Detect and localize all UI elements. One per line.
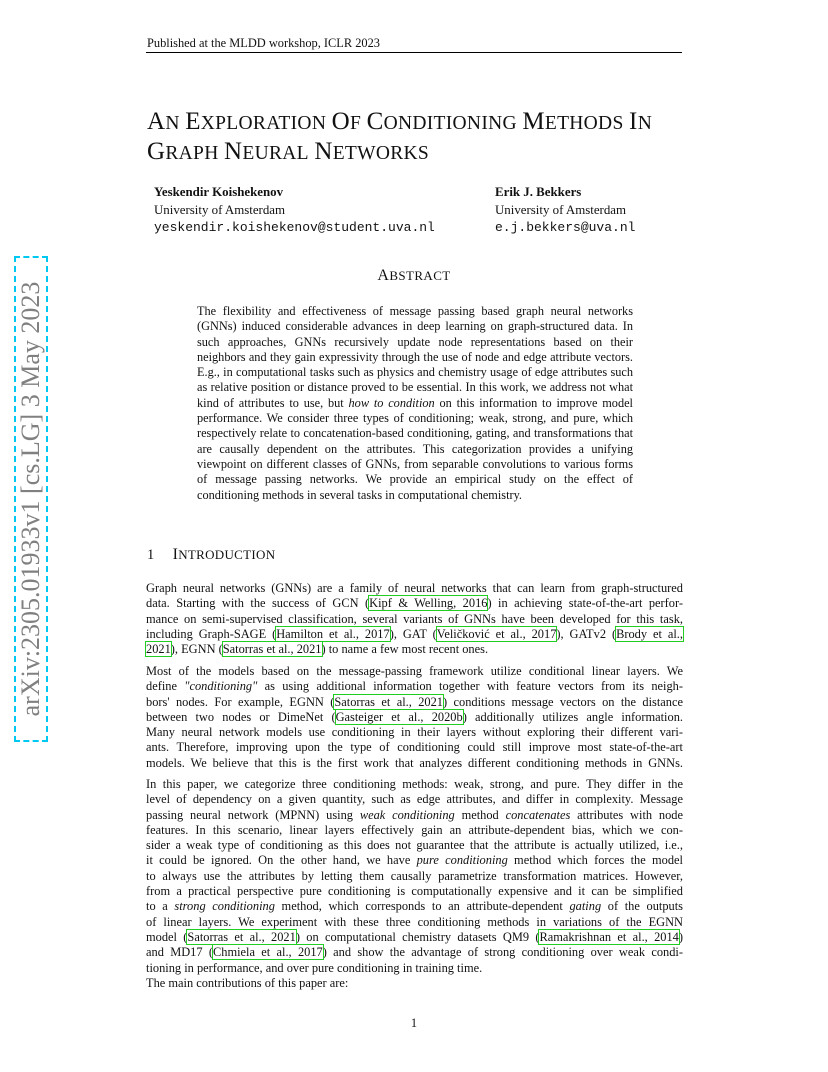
emphasis: strong conditioning [174,899,275,914]
text: passing neural network (MPNN) using [146,807,360,822]
citation-link[interactable]: Brody et al., [616,626,683,641]
text-line [146,945,683,960]
title-line-1: AN EXPLORATION OF CONDITIONING METHODS IN [147,108,653,135]
citation-link[interactable]: Ramakrishnan et al., 2014 [539,929,679,944]
author-email[interactable]: e.j.bekkers@uva.nl [495,220,636,235]
citation-link[interactable]: Satorras et al., 2021 [222,642,322,657]
author-block-2 [495,183,635,237]
emphasis: gating [569,899,602,914]
citation-link[interactable]: Hamilton et al., 2017 [276,626,390,641]
text: data. Starting with the success of GCN ( [146,596,370,611]
running-head: Published at the MLDD workshop, ICLR 2023 [147,36,381,50]
citation-link[interactable]: Chmiela et al., 2017 [212,945,323,960]
text-line [146,777,683,792]
text-line: The main contributions of this paper are: [146,976,349,990]
text: Many neural network models use conditioning in their layers without exploring their different vari- [146,725,683,740]
abstract-emphasis: how to condition [348,395,435,410]
citation-link[interactable]: Satorras et al., 2021 [334,694,443,709]
intro-paragraph-3 [146,777,683,976]
author-name: Erik J. Bekkers [495,185,582,199]
abstract-heading: ABSTRACT [377,267,451,284]
text: attributes with node [570,807,683,822]
text-line [146,679,683,694]
emphasis: concatenates [505,807,571,822]
intro-paragraph-2 [146,664,683,771]
author-affiliation: University of Amsterdam [495,203,627,217]
text: models. We believe that this is the first work that analyzes different conditioning methods in GNNs. [146,755,683,770]
text-line [146,581,683,596]
text: of the outputs [601,899,683,914]
section-heading [147,546,275,564]
text: ) to name a few most recent ones. [321,642,489,657]
citation-link[interactable]: Veličković et al., 2017 [436,626,557,641]
emphasis: pure conditioning [416,853,508,868]
text: to always use the attributes by letting them causally parametrize transformation matrices. However, [146,868,683,883]
abstract-text-part: The flexibility and effectiveness of message passing based graph neural networks (GNNs) induced considerable advances in deep learning on graph-structured data. In such approaches, GNNs recursively update node representations based on their neighbors and they gain expressivity through the use of node and edge attribute vectors. E.g., in computational tasks such as physics and chemistry usage of edge attributes such as relative position or distance proved to be essential. In this work, we address not what kind of attributes to use, but [197,304,633,410]
text: ) conditions message vectors on the distance [443,694,683,709]
abstract-text-part: on this information to improve model performance. We consider three types of conditioning; weak, strong, and pure, which respectively relate to concatenation-based conditioning, gating, and transformations that are causally dependent on the attributes. This categorization provides a unifying viewpoint on different classes of GNNs, from separable convolutions to various forms of message passing networks. We provide an empirical study on the effect of conditioning methods in several tasks in computational chemistry. [197,395,633,502]
author-name: Yeskendir Koishekenov [154,185,284,199]
citation-link[interactable]: 2021 [146,642,171,657]
text: ) [678,929,683,944]
text-line [146,853,683,868]
text: between two nodes or DimeNet ( [146,709,336,724]
title-line-2: GRAPH NEURAL NETWORKS [147,138,430,165]
text-line [146,740,683,755]
text: it could be ignored. On the other hand, we have [146,853,417,868]
emphasis: "conditioning" [184,679,258,694]
author-block-1 [154,183,435,237]
text-line [146,930,683,945]
text-line [146,612,683,627]
text: model ( [146,929,188,944]
emphasis: weak conditioning [359,807,455,822]
text: ), GAT ( [389,626,437,641]
author-affiliation: University of Amsterdam [154,203,286,217]
text: method [454,807,506,822]
text: ) and show the advantage of strong conditioning over weak condi- [322,945,684,960]
text: features. In this scenario, linear layers effectively gain an attribute-dependent bias, which we con- [146,822,683,837]
text: level of dependency on a given quantity, such as edge attributes, and differ in complexity. Message [146,792,683,807]
text-line [146,838,683,853]
text: method which forces the model [507,853,683,868]
text: In this paper, we categorize three conditioning methods: weak, strong, and pure. They differ in the [146,777,683,791]
text-line [146,710,683,725]
text-line [146,823,683,838]
text: ) on computational chemistry datasets QM9 ( [295,929,540,944]
text: and MD17 ( [146,945,213,960]
section-title: INTRODUCTION [172,546,276,563]
text: ants. Therefore, improving upon the type of conditioning could still improve most state-of-the-art [146,740,683,755]
text: to a [146,899,175,914]
text: ), GATv2 ( [556,626,617,641]
intro-paragraph-1 [146,581,683,657]
text: including Graph-SAGE ( [146,626,277,641]
text-line [146,664,683,679]
text-line [146,915,683,930]
text: ) in achieving state-of-the-art perfor- [487,596,684,611]
arxiv-stamp[interactable] [16,258,46,740]
citation-link[interactable]: Kipf & Welling, 2016 [369,596,488,611]
page-number: 1 [410,1016,418,1030]
citation-link[interactable]: Gasteiger et al., 2020b [335,709,463,724]
text: sider a weak type of conditioning as this does not guarantee that the attribute is actually utilized, i.e., [146,838,683,853]
text: tioning in performance, and over pure conditioning in training time. [146,960,483,975]
arxiv-stamp-text: arXiv:2305.01933v1 [cs.LG] 3 May 2023 [16,281,45,717]
text: ) additionally utilizes angle information. [462,709,683,724]
section-number: 1 [147,547,155,563]
text: from a practical perspective pure conditioning is computationally expensive and it can be simplified [146,884,683,899]
paper-title [147,108,707,168]
text-line [146,869,683,884]
text-line [146,808,683,823]
text-line [146,792,683,807]
text-line [146,627,683,642]
abstract-text [197,304,633,503]
text-line [146,884,683,899]
text-line [146,961,683,976]
text-line [146,695,683,710]
header-rule [146,52,682,53]
text: of linear layers. We experiment with these three conditioning methods in variations of the EGNN [146,914,683,929]
text: bors' nodes. For example, EGNN ( [146,694,335,709]
text-line [146,756,683,771]
text: Most of the models based on the message-passing framework utilize conditional linear layers. We [146,664,683,678]
text: as using additional information together with feature vectors from its neigh- [257,679,683,694]
text-line [146,642,683,657]
text-line [146,899,683,914]
text: define [146,679,185,694]
text: method, which corresponds to an attribute-dependent [274,899,570,914]
text: Graph neural networks (GNNs) are a family of neural networks that can learn from graph-structured [146,581,683,595]
intro-paragraph-4 [146,976,683,991]
text-line [146,725,683,740]
text: ), EGNN ( [170,642,223,657]
text: mance on semi-supervised classification, several variants of GNNs have been developed for this task, [146,611,683,626]
author-email[interactable]: yeskendir.koishekenov@student.uva.nl [154,220,435,235]
text-line [146,596,683,611]
citation-link[interactable]: Satorras et al., 2021 [187,929,296,944]
